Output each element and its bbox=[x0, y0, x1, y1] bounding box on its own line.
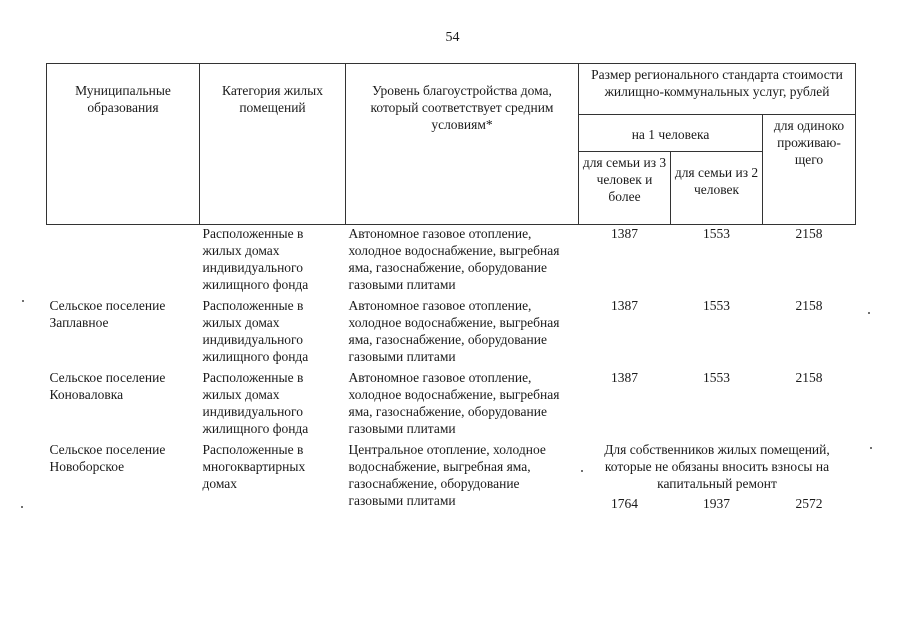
housing-cost-standard-table bbox=[46, 63, 856, 512]
cell-family-2: 1553 bbox=[703, 298, 730, 313]
cell-single: 2158 bbox=[795, 226, 823, 241]
cell-category: Расположенные в многоквартирных домах bbox=[202, 442, 306, 491]
cell-family-3: 1387 bbox=[611, 226, 638, 241]
cell-category: Расположенные в жилых домах индивидуального жилищного фонда bbox=[202, 226, 309, 292]
cell-family-2: 1937 bbox=[703, 496, 730, 511]
cell-family-3: 1387 bbox=[611, 370, 638, 385]
cell-category: Расположенные в жилых домах индивидуального жилищного фонда bbox=[202, 370, 309, 436]
cell-single: 2158 bbox=[795, 298, 823, 313]
cell-family-3: 1764 bbox=[611, 496, 638, 511]
table-row bbox=[47, 297, 856, 369]
scan-speck bbox=[870, 447, 872, 449]
cell-amenities: Центральное отопление, холодное водоснабжение, выгребная яма, газоснабжение, оборудование газовыми плитами bbox=[348, 442, 546, 508]
header-amenities: Уровень благоустройства дома, который соответствует средним условиям* bbox=[346, 64, 579, 225]
cell-category: Расположенные в жилых домах индивидуального жилищного фонда bbox=[202, 298, 309, 364]
header-per-person: на 1 человека bbox=[579, 115, 763, 152]
cell-municipality: Сельское поселение Коноваловка bbox=[49, 370, 166, 402]
header-municipality: Муниципальные образования bbox=[47, 64, 200, 225]
scan-speck bbox=[868, 312, 870, 314]
cell-municipality bbox=[47, 225, 200, 298]
scan-speck bbox=[21, 506, 23, 508]
cell-amenities: Автономное газовое отопление, холодное водоснабжение, выгребная яма, газоснабжение, оборудование газовыми плитами bbox=[348, 298, 560, 364]
cell-family-3: 1387 bbox=[611, 298, 638, 313]
cell-capital-repair-note: Для собственников жилых помещений, которые не обязаны вносить взносы на капитальный ремонт bbox=[604, 442, 830, 491]
cell-amenities: Автономное газовое отопление, холодное водоснабжение, выгребная яма, газоснабжение, оборудование газовыми плитами bbox=[348, 226, 560, 292]
header-standard-size: Размер регионального стандарта стоимости жилищно-коммунальных услуг, рублей bbox=[579, 64, 856, 115]
table-row bbox=[47, 441, 856, 492]
scan-speck bbox=[581, 470, 583, 472]
header-category: Категория жилых помещений bbox=[200, 64, 346, 225]
table-row bbox=[47, 369, 856, 441]
cell-single: 2158 bbox=[795, 370, 823, 385]
header-family-3: для семьи из 3 человек и более bbox=[579, 152, 671, 225]
cell-amenities: Автономное газовое отопление, холодное водоснабжение, выгребная яма, газоснабжение, оборудование газовыми плитами bbox=[348, 370, 560, 436]
cell-family-2: 1553 bbox=[703, 370, 730, 385]
cell-single: 2572 bbox=[795, 496, 823, 511]
page-number: 54 bbox=[445, 30, 460, 45]
cell-municipality: Сельское поселение Заплавное bbox=[49, 298, 166, 330]
header-single-resident: для одиноко проживаю-щего bbox=[763, 115, 856, 225]
table-row bbox=[47, 225, 856, 298]
header-family-2: для семьи из 2 человек bbox=[671, 152, 763, 225]
scan-speck bbox=[22, 300, 24, 302]
cell-municipality: Сельское поселение Новоборское bbox=[49, 442, 166, 474]
cell-family-2: 1553 bbox=[703, 226, 730, 241]
